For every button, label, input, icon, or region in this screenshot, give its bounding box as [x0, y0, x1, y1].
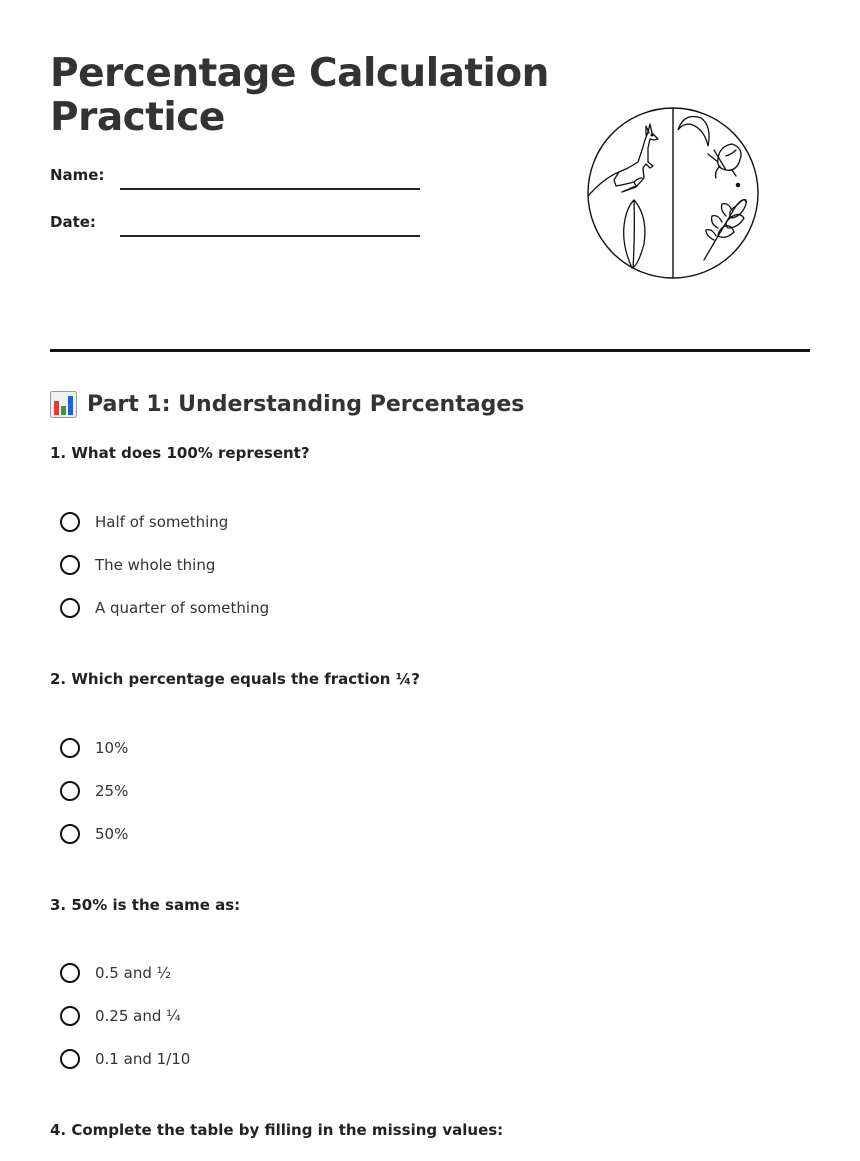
page-title: Percentage Calculation Practice — [50, 51, 549, 140]
gum-leaves-icon — [704, 199, 746, 260]
leaf-icon — [624, 200, 645, 268]
q1-option-b[interactable] — [60, 552, 215, 578]
worksheet-page — [50, 0, 810, 1161]
q3-option-c-radio[interactable] — [60, 1049, 80, 1069]
q3-option-b-label: 0.25 and ¼ — [95, 1007, 181, 1025]
part1-heading-text: Part 1: Understanding Percentages — [87, 391, 525, 417]
q2-option-a-label: 10% — [95, 739, 129, 757]
date-field-row — [50, 207, 470, 237]
q2-option-c[interactable] — [60, 821, 128, 847]
q1-option-c-radio[interactable] — [60, 598, 80, 618]
q2-option-c-radio[interactable] — [60, 824, 80, 844]
q3-option-b[interactable] — [60, 1003, 181, 1029]
q1-option-a[interactable] — [60, 509, 228, 535]
q1-option-c-label: A quarter of something — [95, 599, 270, 617]
q3-option-a-radio[interactable] — [60, 963, 80, 983]
q1-option-c[interactable] — [60, 595, 269, 621]
part1-heading — [50, 388, 524, 420]
bar-chart-icon — [50, 391, 77, 418]
name-label: Name: — [50, 166, 105, 184]
q3-option-b-radio[interactable] — [60, 1006, 80, 1026]
q2-option-a[interactable] — [60, 735, 128, 761]
q2-option-c-label: 50% — [95, 825, 129, 843]
q3-option-a-label: 0.5 and ½ — [95, 964, 172, 982]
name-blank-line[interactable] — [120, 188, 420, 190]
q2-option-b[interactable] — [60, 778, 128, 804]
flower-icon — [708, 144, 741, 187]
moon-icon — [678, 117, 709, 147]
q3-option-c[interactable] — [60, 1046, 190, 1072]
q2-option-b-radio[interactable] — [60, 781, 80, 801]
q1-option-a-radio[interactable] — [60, 512, 80, 532]
q1-option-b-label: The whole thing — [95, 556, 216, 574]
question-2: 2. Which percentage equals the fraction ¼? — [50, 670, 420, 688]
australian-emblem — [586, 106, 760, 280]
question-3: 3. 50% is the same as: — [50, 896, 241, 914]
question-4: 4. Complete the table by filling in the missing values: — [50, 1121, 504, 1139]
question-1: 1. What does 100% represent? — [50, 444, 310, 462]
q1-option-a-label: Half of something — [95, 513, 229, 531]
date-blank-line[interactable] — [120, 235, 420, 237]
q1-option-b-radio[interactable] — [60, 555, 80, 575]
name-field-row — [50, 160, 470, 190]
q3-option-a[interactable] — [60, 960, 171, 986]
section-divider — [50, 349, 810, 352]
kangaroo-icon — [588, 124, 658, 196]
q2-option-a-radio[interactable] — [60, 738, 80, 758]
q2-option-b-label: 25% — [95, 782, 129, 800]
q3-option-c-label: 0.1 and 1/10 — [95, 1050, 191, 1068]
date-label: Date: — [50, 213, 96, 231]
